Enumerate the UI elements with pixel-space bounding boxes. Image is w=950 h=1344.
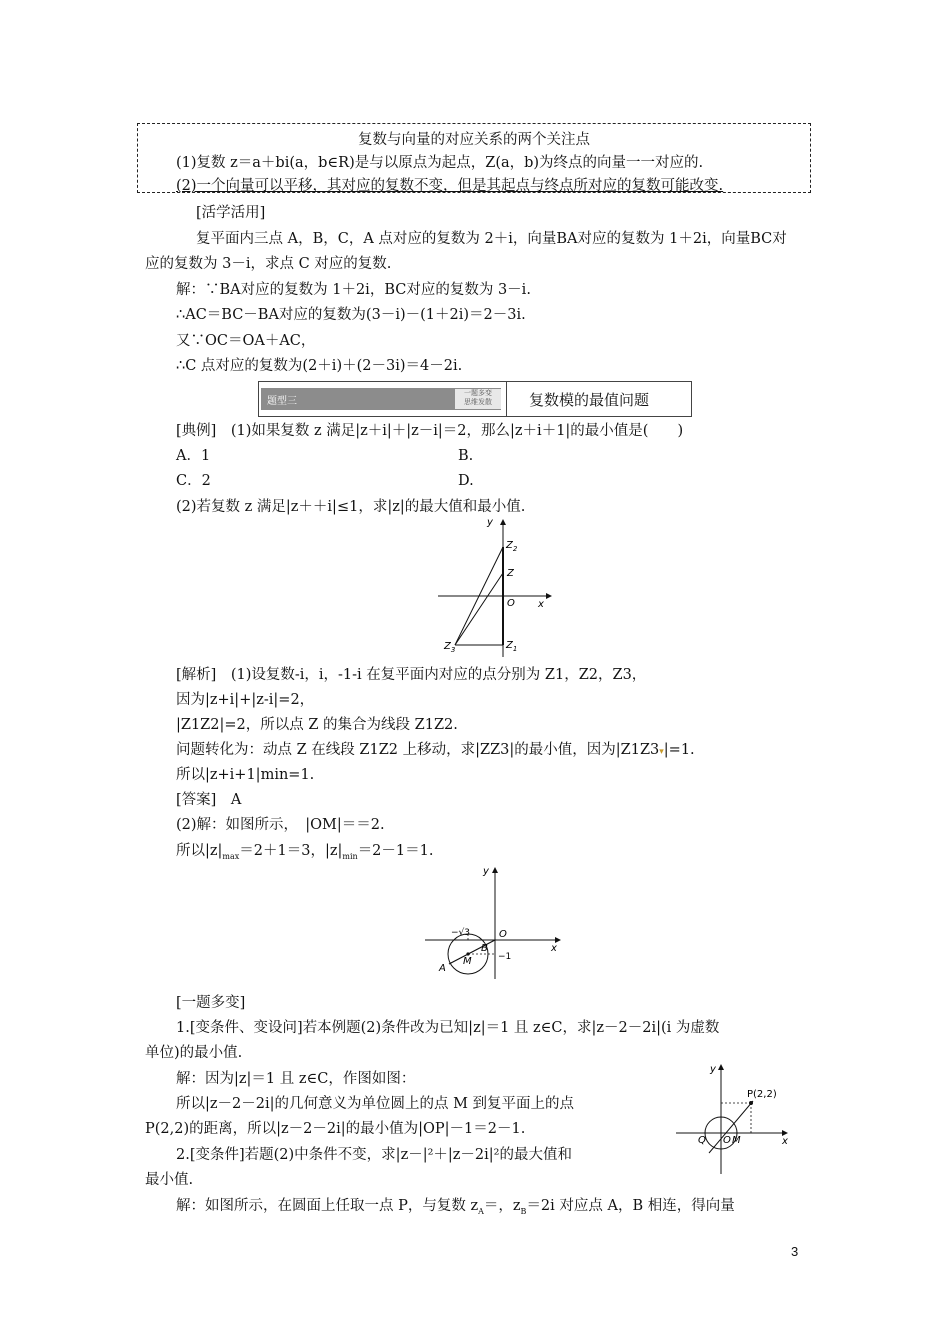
banner-deco-line1: 一题多变 (464, 389, 492, 397)
example-question-1: [典例] (1)如果复数 z 满足|z＋i|＋|z－i|＝2，那么|z＋i＋1|的最小值是( ) (176, 423, 684, 439)
fig2-x-label: x (551, 943, 557, 954)
fig3-x-label: x (782, 1136, 788, 1147)
fig1-origin-label: O (507, 598, 515, 609)
banner-title: 复数模的最值问题 (529, 391, 650, 409)
fig2-m-label: M (463, 956, 472, 967)
fig3-y-arrow (718, 1064, 724, 1070)
fig1-x-label: x (538, 599, 544, 610)
variant1-solution-line3: P(2,2)的距离，所以|z－2－2i|的最小值为|OP|－1＝2－1. (145, 1121, 526, 1137)
practice-problem-line2: 应的复数为 3－i，求点 C 对应的复数. (145, 256, 392, 272)
fig3-p-label: P(2,2) (747, 1089, 777, 1100)
fig2-neg1-label: −1 (498, 952, 512, 962)
banner-label-area (259, 382, 507, 416)
analysis-line4: 问题转化为：动点 Z 在线段 Z1Z2 上移动，求|ZZ3|的最小值，因为|Z1Z3▾|=1. (176, 742, 695, 758)
option-a: A．1 (176, 448, 211, 464)
box-point-1: (1)复数 z＝a＋bi(a，b∈R)是与以原点为起点，Z(a，b)为终点的向量一一对应的. (176, 155, 704, 171)
practice-solution-line3: 又∵OC＝OA＋AC， (176, 333, 316, 349)
practice-problem-line1: 复平面内三点 A，B，C，A 点对应的复数为 2＋i，向量BA对应的复数为 1＋2i，向量BC对 (196, 231, 787, 247)
option-c: C．2 (176, 473, 211, 489)
figure-circle-m (423, 867, 563, 979)
practice-solution-line2: ∴AC＝BC－BA对应的复数为(3－i)－(1＋2i)＝2－3i. (176, 307, 526, 323)
variant2-line2: 最小值. (145, 1172, 194, 1188)
page-number: 3 (791, 1244, 799, 1259)
fig1-z3-label: $Z_3$ (444, 641, 456, 654)
fig2-y-label: y (483, 867, 489, 877)
section-banner (258, 381, 692, 417)
fig3-q-label: Q (698, 1135, 706, 1146)
fig1-z-label: Z (507, 568, 514, 579)
fig1-z1-label: $Z_1$ (506, 640, 518, 653)
answer-line: [答案] A (176, 792, 242, 808)
fig1-segment-z3z (455, 573, 503, 645)
fig2-neg-sqrt3-label: −√3 (451, 928, 471, 938)
variant1-line2: 单位)的最小值. (145, 1045, 243, 1061)
figure-unit-circle-p (674, 1062, 794, 1174)
solution2-line2: 所以$|z|_{max}=2+1=3$，$|z|_{min}=2-1=1$. (176, 843, 434, 861)
fig2-origin-label: O (499, 929, 507, 940)
analysis-line3: |Z1Z2|=2，所以点 Z 的集合为线段 Z1Z2. (176, 717, 458, 733)
fig1-y-arrow (500, 519, 506, 525)
banner-tag: 题型三 (267, 396, 297, 407)
variant2-solution-line1: 解：如图所示，在圆面上任取一点 P，与复数 $z_A=$，$z_B=2i$ 对应点 A，B 相连，得向量 (176, 1198, 735, 1216)
variant2-line1: 2.[变条件]若题(2)中条件不变，求|z－|²＋|z－2i|²的最大值和 (176, 1147, 572, 1163)
figure-segment-z1z2 (434, 517, 552, 657)
practice-solution-line4: ∴C 点对应的复数为(2＋i)＋(2－3i)＝4－2i. (176, 358, 463, 374)
variant1-line1: 1.[变条件、变设问]若本例题(2)条件改为已知|z|＝1 且 z∈C，求|z－2－2i|(i 为虚数 (176, 1020, 720, 1036)
fig1-z2-label: $Z_2$ (506, 540, 518, 553)
analysis-line1: [解析] (1)设复数-i，i，-1-i 在复平面内对应的点分别为 Z1，Z2，Z3， (176, 667, 647, 683)
fig3-point-p (749, 1101, 753, 1105)
practice-heading: [活学活用] (196, 205, 266, 221)
fig3-y-label: y (710, 1064, 716, 1075)
variants-heading: [一题多变] (176, 995, 246, 1011)
practice-solution-line1: 解：∵BA对应的复数为 1＋2i，BC对应的复数为 3－i. (176, 282, 531, 298)
analysis-line2: 因为|z+i|+|z-i|=2， (176, 692, 315, 708)
option-d: D. (458, 473, 474, 489)
banner-deco-line2: 思维发散 (464, 398, 492, 406)
fig2-y-arrow (492, 867, 498, 873)
fig3-origin-label: O (723, 1135, 731, 1146)
fig1-y-label: y (487, 517, 493, 528)
fig2-b-label: B (481, 943, 488, 954)
box-title: 复数与向量的对应关系的两个关注点 (358, 132, 590, 148)
variant1-solution-line2: 所以|z－2－2i|的几何意义为单位圆上的点 M 到复平面上的点 (176, 1096, 575, 1112)
fig1-x-arrow (546, 593, 552, 599)
solution2-line1: (2)解：如图所示， |OM|＝＝2. (176, 817, 385, 833)
box-point-2: (2)一个向量可以平移，其对应的复数不变，但是其起点与终点所对应的复数可能改变. (176, 178, 724, 194)
variant1-solution-line1: 解：因为|z|＝1 且 z∈C，作图如图： (176, 1071, 416, 1087)
fig2-a-label: A (439, 963, 446, 974)
fig3-m-label: M (732, 1135, 741, 1146)
key-points-box (137, 123, 811, 193)
analysis-line5: 所以|z+i+1|min=1. (176, 767, 315, 783)
option-b: B. (458, 448, 474, 464)
banner-decoration (455, 389, 501, 409)
example-question-2: (2)若复数 z 满足|z＋＋i|≤1，求|z|的最大值和最小值. (176, 499, 526, 515)
